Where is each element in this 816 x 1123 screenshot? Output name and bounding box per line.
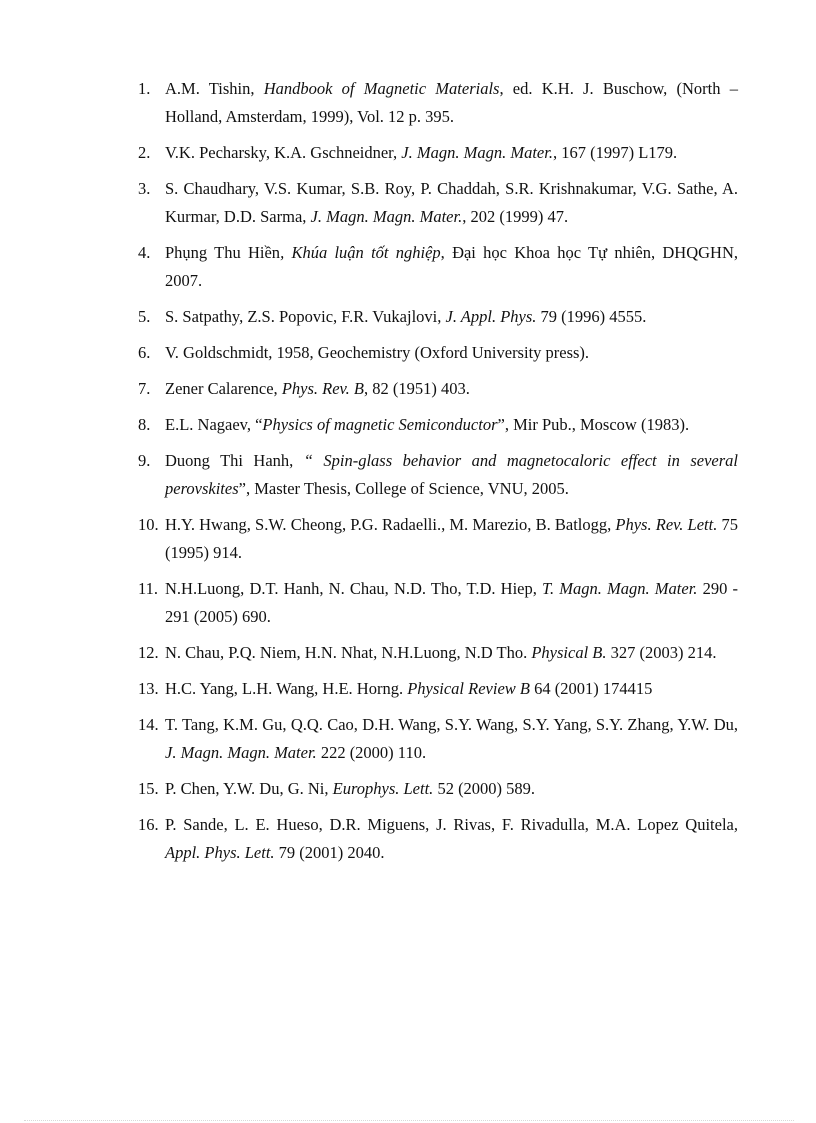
reference-number: 9. [138, 451, 151, 470]
reference-authors: H.C. Yang, L.H. Wang, H.E. Horng. [165, 679, 408, 698]
reference-details: 327 (2003) 214. [606, 643, 717, 662]
reference-number: 7. [138, 379, 151, 398]
reference-title: Europhys. Lett. [332, 779, 434, 798]
reference-title: “ Spin-glass behavior and magnetocaloric effect in several perovskites [165, 451, 738, 498]
reference-title: Physical Review B [407, 679, 530, 698]
reference-details: 222 (2000) 110. [316, 743, 427, 762]
reference-number: 4. [138, 243, 151, 262]
reference-details: 290 - 291 (2005) 690. [165, 579, 739, 626]
reference-number: 11. [138, 579, 159, 598]
reference-number: 1. [138, 79, 151, 98]
reference-item [138, 239, 738, 295]
reference-title: Phys. Rev. B [281, 379, 364, 398]
reference-item [138, 639, 738, 667]
reference-title: J. Magn. Magn. Mater. [401, 143, 553, 162]
reference-number: 2. [138, 143, 151, 162]
reference-authors: Phụng Thu Hiền [165, 243, 281, 262]
reference-authors: T. Tang, K.M. Gu, Q.Q. Cao, D.H. Wang, S.Y. Wang, S.Y. Yang, S.Y. Zhang, Y.W. Du, [165, 715, 738, 734]
reference-title: Physics of magnetic Semiconductor [262, 415, 498, 434]
reference-list [138, 75, 738, 875]
reference-details: , Đại học Khoa học Tự nhiên, DHQGHN, 2007. [165, 243, 738, 290]
reference-details: 79 (2001) 2040. [274, 843, 385, 862]
reference-authors: Zener Calarence, [165, 379, 282, 398]
reference-title: J. Appl. Phys. [445, 307, 537, 326]
reference-authors: H.Y. Hwang, S.W. Cheong, P.G. Radaelli., M. Marezio, B. Batlogg, [165, 515, 616, 534]
reference-authors: Duong Thi Hanh, [165, 451, 304, 470]
reference-number: 13. [138, 679, 159, 698]
reference-item [138, 575, 738, 631]
reference-title: , Appl. Phys. Lett. [165, 815, 738, 862]
reference-authors: V. Goldschmidt, 1958, Geochemistry (Oxford University press). [165, 343, 590, 362]
reference-details: 79 (1996) 4555. [536, 307, 647, 326]
reference-item [138, 811, 738, 867]
reference-authors: N. Chau, P.Q. Niem, H.N. Nhat, N.H.Luong, N.D Tho. [165, 643, 532, 662]
reference-details: ”, Master Thesis, College of Science, VNU, 2005. [238, 479, 569, 498]
reference-authors: V.K. Pecharsky, K.A. Gschneidner, [165, 143, 402, 162]
reference-authors: A.M. Tishin, [165, 79, 264, 98]
reference-item [138, 175, 738, 231]
reference-number: 10. [138, 515, 159, 534]
reference-number: 15. [138, 779, 159, 798]
reference-item [138, 775, 738, 803]
reference-title: T. Magn. Magn. Mater. [542, 579, 698, 598]
reference-authors: P. Sande, L. E. Hueso, D.R. Miguens, J. Rivas, F. Rivadulla, M.A. Lopez Quitela [165, 815, 734, 834]
reference-authors: S. Satpathy, Z.S. Popovic, F.R. Vukajlovi, [165, 307, 446, 326]
reference-item [138, 139, 738, 167]
reference-item [138, 675, 738, 703]
reference-item [138, 339, 738, 367]
reference-number: 16. [138, 815, 159, 834]
reference-title: J. Magn. Magn. Mater. [165, 743, 317, 762]
reference-authors: E.L. Nagaev, “ [165, 415, 263, 434]
reference-item [138, 75, 738, 131]
reference-details: 75 (1995) 914. [165, 515, 739, 562]
reference-details: 52 (2000) 589. [433, 779, 536, 798]
reference-details: , 202 (1999) 47. [462, 207, 569, 226]
reference-authors: P. Chen, Y.W. Du, G. Ni, [165, 779, 333, 798]
reference-title: , Khúa luận tốt nghiệp [280, 243, 441, 262]
reference-authors: S. Chaudhary, V.S. Kumar, S.B. Roy, P. Chaddah, S.R. Krishnakumar, V.G. Sathe, A. Kurmar, D.D. Sarma, [165, 179, 738, 226]
reference-item [138, 511, 738, 567]
reference-number: 14. [138, 715, 159, 734]
reference-item [138, 711, 738, 767]
reference-number: 8. [138, 415, 151, 434]
reference-details: , ed. K.H. J. Buschow, (North – Holland, Amsterdam, 1999), Vol. 12 p. 395. [165, 79, 738, 126]
reference-authors: N.H.Luong, D.T. Hanh, N. Chau, N.D. Tho, T.D. Hiep, [165, 579, 543, 598]
reference-details: , 82 (1951) 403. [363, 379, 470, 398]
reference-details: 64 (2001) 174415 [530, 679, 653, 698]
reference-details: , 167 (1997) L179. [552, 143, 678, 162]
reference-details: ”, Mir Pub., Moscow (1983). [497, 415, 690, 434]
reference-title: Handbook of Magnetic Materials [263, 79, 500, 98]
reference-item [138, 411, 738, 439]
reference-number: 12. [138, 643, 159, 662]
page-bottom-rule [24, 1120, 794, 1121]
reference-item [138, 303, 738, 331]
reference-title: J. Magn. Magn. Mater. [310, 207, 463, 226]
reference-number: 3. [138, 179, 151, 198]
reference-title: Phys. Rev. Lett. [615, 515, 718, 534]
reference-title: Physical B. [531, 643, 607, 662]
reference-number: 6. [138, 343, 151, 362]
reference-item [138, 447, 738, 503]
reference-number: 5. [138, 307, 151, 326]
reference-item [138, 375, 738, 403]
